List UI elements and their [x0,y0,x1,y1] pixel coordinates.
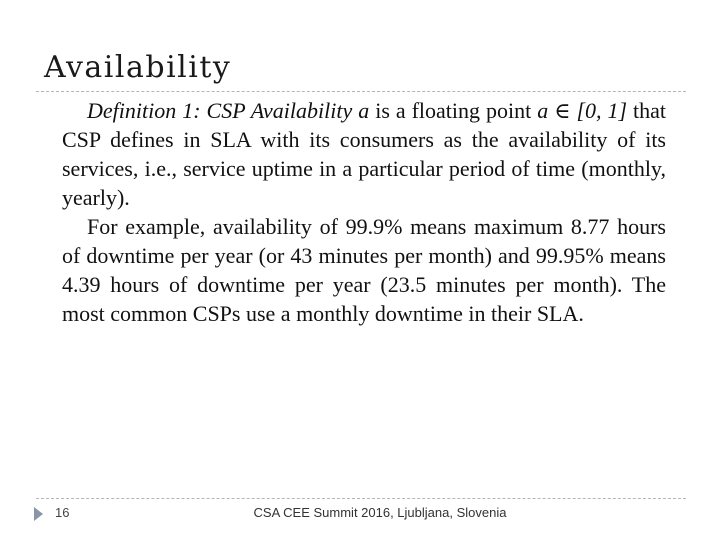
page-number: 16 [55,505,70,520]
definition-term: CSP Availability a [206,98,370,123]
footer-text: CSA CEE Summit 2016, Ljubljana, Slovenia [253,505,507,520]
definition-paragraph [62,96,666,212]
slide-content [62,96,666,328]
footer-divider [36,498,686,499]
slide-title: Availability [44,50,232,85]
definition-body: that CSP defines in SLA with its consumers as the availability of its services, i.e., service uptime in a particular period of time (monthly, yearly). [62,98,667,210]
definition-math: a ∈ [0, 1] [537,98,628,123]
title-divider [36,91,686,92]
example-paragraph: For example, availability of 99.9% means maximum 8.77 hours of downtime per year (or 43 minutes per month) and 99.95% means 4.39 hours of downtime per year (23.5 minutes per month). The most common CSPs use a monthly downtime in their SLA. [62,214,666,326]
definition-mid: is a floating point [375,98,532,123]
definition-label: Definition 1: [87,98,201,123]
